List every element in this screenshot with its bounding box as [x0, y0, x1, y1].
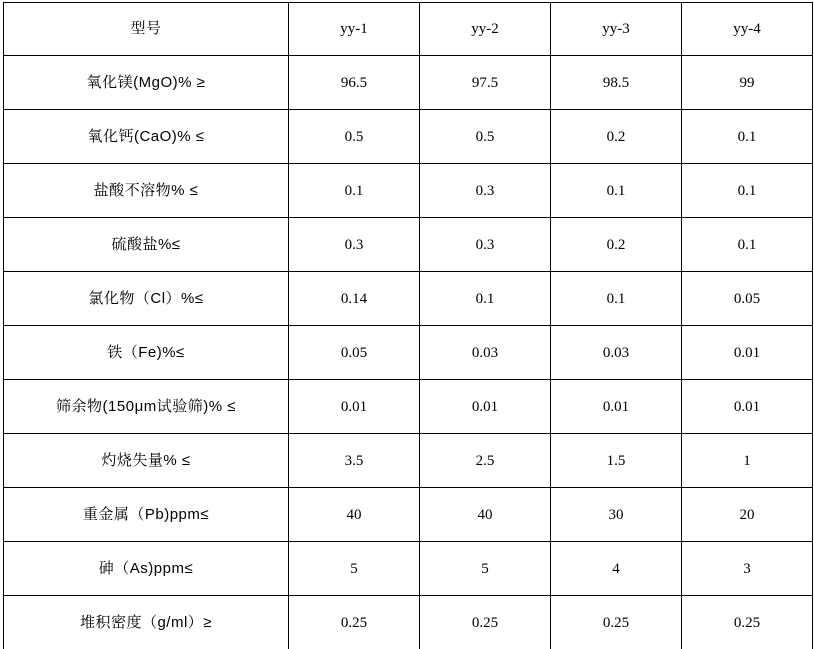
- row-value: 0.1: [682, 164, 813, 218]
- table-row: [4, 272, 813, 326]
- row-value: 0.25: [289, 596, 420, 649]
- row-value: 0.05: [682, 272, 813, 326]
- row-label: 灼烧失量% ≤: [4, 434, 289, 488]
- header-cell-col-4: yy-4: [682, 3, 813, 56]
- row-value: 1.5: [551, 434, 682, 488]
- row-value: 0.01: [420, 380, 551, 434]
- row-label: 重金属（Pb)ppm≤: [4, 488, 289, 542]
- header-cell-col-3: yy-3: [551, 3, 682, 56]
- row-value: 0.25: [551, 596, 682, 649]
- table-row: [4, 110, 813, 164]
- row-value: 0.01: [682, 326, 813, 380]
- row-value: 96.5: [289, 56, 420, 110]
- row-value: 0.5: [420, 110, 551, 164]
- row-value: 97.5: [420, 56, 551, 110]
- table-row: [4, 164, 813, 218]
- row-value: 20: [682, 488, 813, 542]
- row-value: 0.05: [289, 326, 420, 380]
- row-value: 0.3: [289, 218, 420, 272]
- row-value: 4: [551, 542, 682, 596]
- header-cell-model: [4, 3, 289, 56]
- row-value: 40: [420, 488, 551, 542]
- row-label: 堆积密度（g/ml）≥: [4, 596, 289, 649]
- row-value: 0.01: [289, 380, 420, 434]
- row-value: 0.03: [551, 326, 682, 380]
- row-value: 0.03: [420, 326, 551, 380]
- table-row: [4, 326, 813, 380]
- table-row: [4, 596, 813, 649]
- header-cell-col-2: yy-2: [420, 3, 551, 56]
- row-value: 0.1: [420, 272, 551, 326]
- table-header-row: [4, 3, 813, 56]
- row-value: 0.1: [551, 272, 682, 326]
- row-value: 0.2: [551, 218, 682, 272]
- row-value: 0.1: [289, 164, 420, 218]
- row-value: 0.3: [420, 218, 551, 272]
- row-value: 0.1: [682, 218, 813, 272]
- row-label: 氧化镁(MgO)% ≥: [4, 56, 289, 110]
- row-value: 0.5: [289, 110, 420, 164]
- row-value: 3.5: [289, 434, 420, 488]
- row-label: 硫酸盐%≤: [4, 218, 289, 272]
- table-row: [4, 218, 813, 272]
- row-value: 0.25: [420, 596, 551, 649]
- row-value: 5: [420, 542, 551, 596]
- specification-table: [3, 2, 813, 649]
- table-row: [4, 488, 813, 542]
- row-value: 1: [682, 434, 813, 488]
- row-value: 0.1: [551, 164, 682, 218]
- row-value: 98.5: [551, 56, 682, 110]
- row-label: 铁（Fe)%≤: [4, 326, 289, 380]
- row-value: 5: [289, 542, 420, 596]
- row-value: 0.14: [289, 272, 420, 326]
- row-value: 0.1: [682, 110, 813, 164]
- row-value: 2.5: [420, 434, 551, 488]
- table-row: [4, 542, 813, 596]
- table-row: [4, 434, 813, 488]
- row-label: 砷（As)ppm≤: [4, 542, 289, 596]
- row-label: 筛余物(150μm试验筛)% ≤: [4, 380, 289, 434]
- table-row: [4, 380, 813, 434]
- row-value: 99: [682, 56, 813, 110]
- row-value: 0.2: [551, 110, 682, 164]
- row-value: 0.01: [682, 380, 813, 434]
- table-row: [4, 56, 813, 110]
- row-value: 0.25: [682, 596, 813, 649]
- row-label: 氧化钙(CaO)% ≤: [4, 110, 289, 164]
- row-label: 盐酸不溶物% ≤: [4, 164, 289, 218]
- row-label: 氯化物（Cl）%≤: [4, 272, 289, 326]
- row-value: 40: [289, 488, 420, 542]
- row-value: 3: [682, 542, 813, 596]
- row-value: 0.01: [551, 380, 682, 434]
- header-cell-col-1: yy-1: [289, 3, 420, 56]
- row-value: 30: [551, 488, 682, 542]
- row-value: 0.3: [420, 164, 551, 218]
- header-model-label: 型号: [130, 20, 162, 37]
